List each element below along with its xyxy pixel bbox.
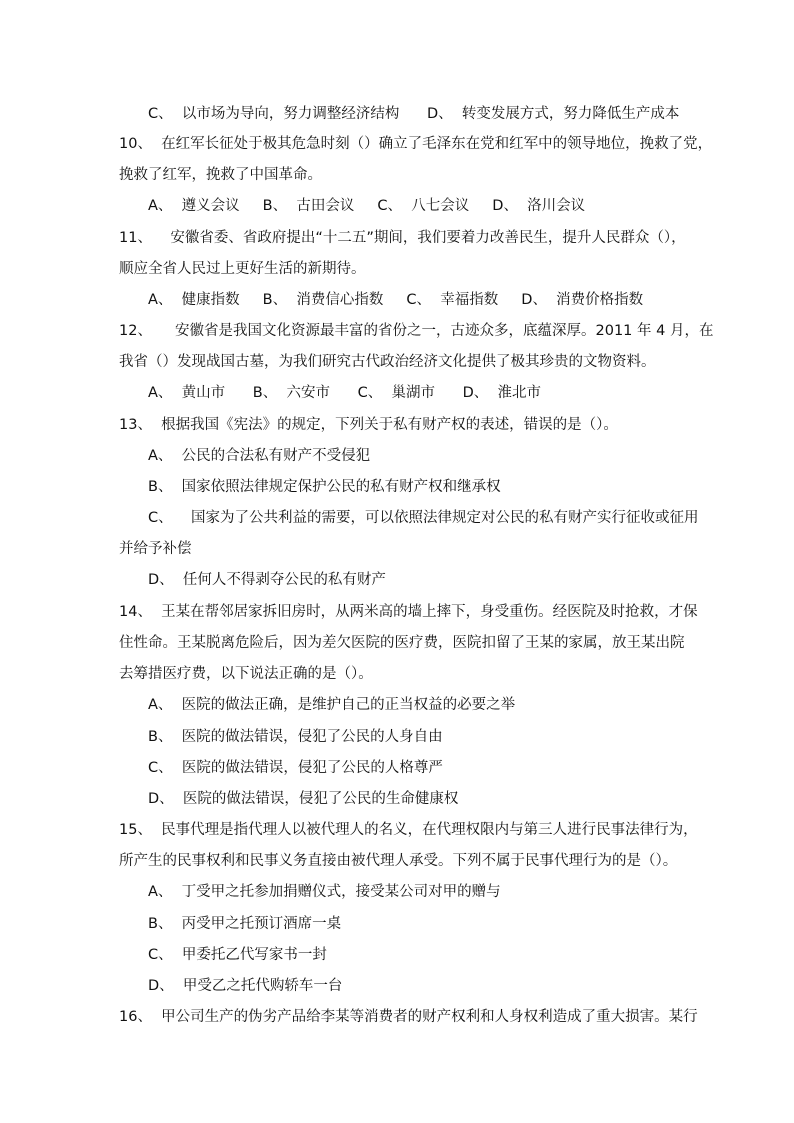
q15-option-a: A、 丁受甲之托参加捐赠仪式，接受某公司对甲的赠与 — [148, 884, 501, 900]
q13-option-b: B、 国家依照法律规定保护公民的私有财产权和继承权 — [148, 479, 501, 495]
q12-stem-line1: 12、 安徽省是我国文化资源最丰富的省份之一，古迹众多，底蕴深厚。2011 年 4 月，在 — [119, 323, 714, 339]
q13-stem: 13、 根据我国《宪法》的规定，下列关于私有财产权的表述，错误的是（）。 — [119, 417, 618, 433]
q9-options-cd: C、 以市场为导向，努力调整经济结构 D、 转变发展方式，努力降低生产成本 — [148, 106, 680, 122]
q14-stem-line1: 14、 王某在帮邻居家拆旧房时，从两米高的墙上摔下，身受重伤。经医院及时抢救，才保 — [119, 604, 698, 620]
q11-stem-line2: 顺应全省人民过上更好生活的新期待。 — [119, 261, 366, 277]
q16-stem-line1: 16、 甲公司生产的伪劣产品给李某等消费者的财产权利和人身权利造成了重大损害。某行 — [119, 1009, 698, 1025]
q14-stem-line2: 住性命。王某脱离危险后，因为差欠医院的医疗费，医院扣留了王某的家属，放王某出院 — [119, 635, 685, 651]
q15-option-b: B、 丙受甲之托预订酒席一桌 — [148, 916, 342, 932]
q13-option-d: D、 任何人不得剥夺公民的私有财产 — [148, 572, 386, 588]
q15-option-d: D、 甲受乙之托代购轿车一台 — [148, 978, 343, 994]
q14-option-b: B、 医院的做法错误，侵犯了公民的人身自由 — [148, 729, 443, 745]
q12-options: A、 黄山市 B、 六安市 C、 巢湖市 D、 淮北市 — [148, 385, 541, 401]
q10-stem-line2: 挽救了红军，挽救了中国革命。 — [119, 167, 322, 183]
q15-option-c: C、 甲委托乙代写家书一封 — [148, 947, 327, 963]
q14-stem-line3: 去筹措医疗费，以下说法正确的是（）。 — [119, 666, 373, 682]
q15-stem-line2: 所产生的民事权利和民事义务直接由被代理人承受。下列不属于民事代理行为的是（）。 — [119, 853, 678, 869]
q13-option-c-line2: 并给予补偿 — [119, 541, 192, 557]
q11-stem-line1: 11、 安徽省委、省政府提出“十二五”期间，我们要着力改善民生，提升人民群众（）， — [119, 230, 686, 246]
q15-stem-line1: 15、 民事代理是指代理人以被代理人的名义，在代理权限内与第三人进行民事法律行为， — [119, 822, 698, 838]
q10-options: A、 遵义会议 B、 古田会议 C、 八七会议 D、 洛川会议 — [148, 198, 586, 214]
q13-option-a: A、 公民的合法私有财产不受侵犯 — [148, 448, 371, 464]
q14-option-a: A、 医院的做法正确，是维护自己的正当权益的必要之举 — [148, 697, 516, 713]
q10-stem-line1: 10、 在红军长征处于极其危急时刻（）确立了毛泽东在党和红军中的领导地位，挽救了党， — [119, 136, 713, 152]
q11-options: A、 健康指数 B、 消费信心指数 C、 幸福指数 D、 消费价格指数 — [148, 292, 644, 308]
q14-option-c: C、 医院的做法错误，侵犯了公民的人格尊严 — [148, 760, 443, 776]
q13-option-c-line1: C、 国家为了公共利益的需要，可以依照法律规定对公民的私有财产实行征收或征用 — [148, 510, 699, 526]
q12-stem-line2: 我省（）发现战国古墓，为我们研究古代政治经济文化提供了极其珍贵的文物资料。 — [119, 354, 656, 370]
q14-option-d: D、 医院的做法错误，侵犯了公民的生命健康权 — [148, 791, 459, 807]
